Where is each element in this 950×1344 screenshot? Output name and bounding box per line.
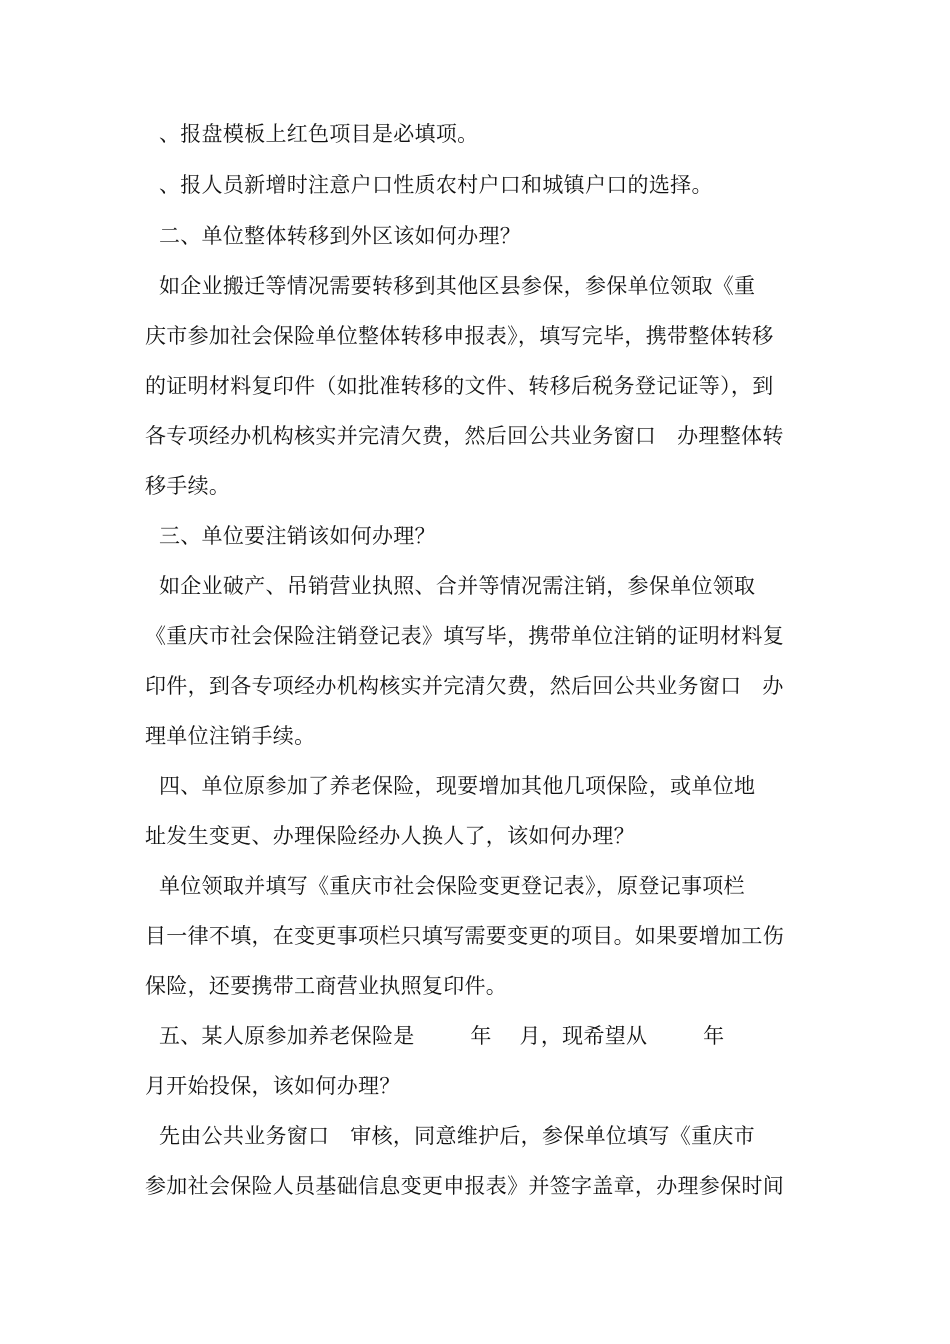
section-heading: 三、单位要注销该如何办理？ bbox=[145, 524, 436, 548]
paragraph-line: 印件，到各专项经办机构核实并完清欠费，然后回公共业务窗口 办 bbox=[145, 674, 784, 698]
section-heading: 月开始投保，该如何办理？ bbox=[145, 1074, 401, 1098]
paragraph-line: 的证明材料复印件（如批准转移的文件、转移后税务登记证等），到 bbox=[145, 374, 774, 398]
paragraph-line: 保险，还要携带工商营业执照复印件。 bbox=[145, 974, 508, 998]
section-heading: 二、单位整体转移到外区该如何办理？ bbox=[145, 224, 522, 248]
paragraph-line: 参加社会保险人员基础信息变更申报表》并签字盖章，办理参保时间 bbox=[145, 1174, 784, 1198]
paragraph-line: 先由公共业务窗口 审核，同意维护后，参保单位填写《重庆市 bbox=[145, 1124, 755, 1148]
paragraph-line: 各专项经办机构核实并完清欠费，然后回公共业务窗口 办理整体转 bbox=[145, 424, 784, 448]
paragraph-line: 单位领取并填写《重庆市社会保险变更登记表》，原登记事项栏 bbox=[145, 874, 745, 898]
section-heading: 四、单位原参加了养老保险，现要增加其他几项保险，或单位地 bbox=[145, 774, 756, 798]
paragraph-line: 庆市参加社会保险单位整体转移申报表》，填写完毕，携带整体转移 bbox=[145, 324, 774, 348]
section-heading: 址发生变更、办理保险经办人换人了，该如何办理？ bbox=[145, 824, 635, 848]
paragraph-line: 《重庆市社会保险注销登记表》填写毕，携带单位注销的证明材料复 bbox=[145, 624, 784, 648]
section-heading: 五、某人原参加养老保险是 年 月，现希望从 年 bbox=[145, 1024, 725, 1048]
paragraph-line: 如企业破产、吊销营业执照、合并等情况需注销，参保单位领取 bbox=[145, 574, 756, 598]
paragraph-line: 如企业搬迁等情况需要转移到其他区县参保，参保单位领取《重 bbox=[145, 274, 756, 298]
paragraph-line: 目一律不填，在变更事项栏只填写需要变更的项目。如果要增加工伤 bbox=[145, 924, 784, 948]
paragraph-line: 移手续。 bbox=[145, 474, 231, 498]
paragraph-line: 理单位注销手续。 bbox=[145, 724, 316, 748]
paragraph-line: 、报人员新增时注意户口性质农村户口和城镇户口的选择。 bbox=[145, 173, 713, 197]
paragraph-line: 、报盘模板上红色项目是必填项。 bbox=[145, 122, 479, 146]
